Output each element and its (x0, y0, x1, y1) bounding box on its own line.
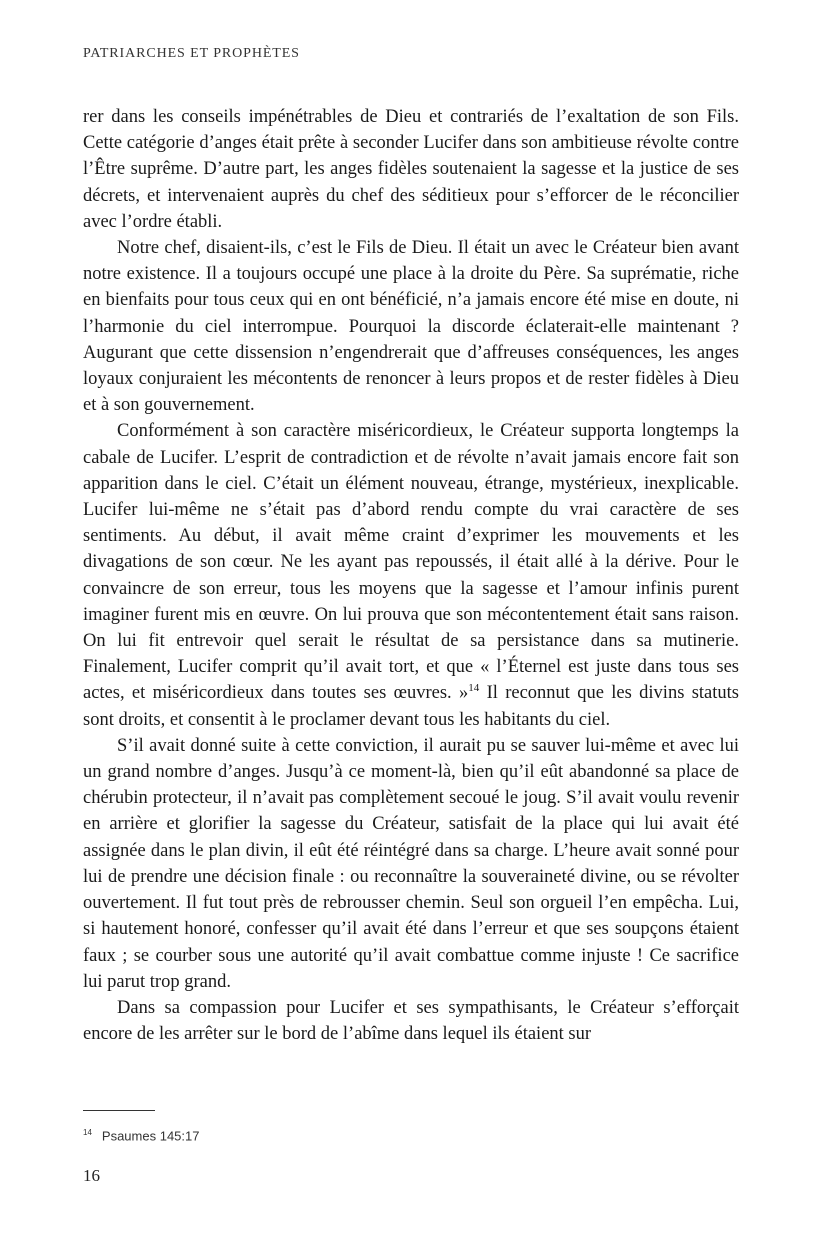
footnote-separator (83, 1110, 155, 1111)
footnote-text: Psaumes 145:17 (101, 1128, 200, 1144)
body-text (83, 104, 739, 1047)
running-head: PATRIARCHES ET PROPHÈTES (83, 46, 300, 61)
page-number: 16 (83, 1166, 100, 1185)
paragraph (83, 418, 739, 732)
paragraph: Notre chef, disaient-ils, c’est le Fils de Dieu. Il était un avec le Créateur bien avant notre existence. Il a toujours occupé une place à la droite du Père. Sa suprématie, riche en bienfaits pour tous ceux qui en ont bénéficié, n’a jamais encore été mise en doute, ni l’harmonie du ciel interrompue. Pourquoi la discorde éclaterait-elle maintenant ? Augurant que cette dissension n’engendrerait que d’affreuses conséquences, les anges loyaux conjuraient les mécontents de renoncer à leurs propos et de rester fidèles à Dieu et à son gouvernement. (83, 238, 739, 416)
paragraph-text: Conformément à son caractère miséricordieux, le Créateur supporta longtemps la cabale de Lucifer. L’esprit de contradiction et de révolte n’avait jamais encore fait son apparition dans le ciel. C’était un élément nouveau, étrange, mystérieux, inexplicable. Lucifer lui-même ne s’était pas d’abord rendu compte du vrai caractère de ses sentiments. Au début, il avait même craint d’exprimer les mouvements et les divagations de son cœur. Ne les ayant pas repoussés, il était allé à la dérive. Pour le convaincre de son erreur, tous les moyens que la sagesse et l’amour infinis purent imaginer furent mis en œuvre. On lui prouva que son mécontentement était sans raison. On lui fit entrevoir quel serait le résultat de sa persistance dans sa mutinerie. Finalement, Lucifer comprit qu’il avait tort, et que « l’Éternel est juste dans tous ses actes, et miséricordieux dans toutes ses œuvres. » (83, 421, 739, 704)
paragraph-text: Il reconnut que les divins statuts sont droits, et consentit à le proclamer devant tous les habitants du ciel. (83, 683, 739, 730)
footnote-reference[interactable]: 14 (468, 682, 480, 695)
paragraph: rer dans les conseils impénétrables de Dieu et contrariés de l’exaltation de son Fils. Cette catégorie d’anges était prête à seconder Lucifer dans son ambitieuse révolte contre l’Être suprême. D’autre part, les anges fidèles soutenaient la sagesse et la justice de ses décrets, et intervenaient auprès du chef des séditieux pour s’efforcer de le réconcilier avec l’ordre établi. (83, 107, 739, 232)
footnote (83, 1128, 199, 1143)
paragraph: S’il avait donné suite à cette conviction, il aurait pu se sauver lui-même et avec lui un grand nombre d’anges. Jusqu’à ce moment-là, bien qu’il eût abandonné sa place de chérubin protecteur, il n’avait pas complètement secoué le joug. S’il avait voulu revenir en arrière et glorifier la sagesse du Créateur, satisfait de la place qui lui avait été assignée dans le plan divin, il eût été réintégré dans sa charge. L’heure avait sonné pour lui de prendre une décision finale : ou reconnaître la souveraineté divine, ou se révolter ouvertement. Il fut tout près de rebrousser chemin. Seul son orgueil l’en empêcha. Lui, si hautement honoré, confesser qu’il avait été dans l’erreur et que ses soupçons étaient faux ; se courber sous une autorité qu’il avait combattue comme injuste ! Ce sacrifice lui parut trop grand. (83, 735, 739, 992)
footnote-number: 14 (83, 1128, 92, 1137)
paragraph: Dans sa compassion pour Lucifer et ses sympathisants, le Créateur s’efforçait encore de les arrêter sur le bord de l’abîme dans lequel ils étaient sur (83, 997, 739, 1045)
